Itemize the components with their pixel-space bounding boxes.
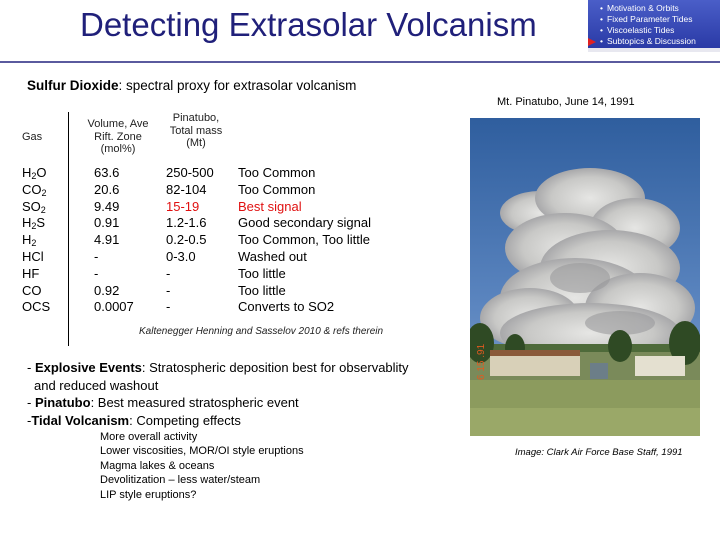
table-cell-mass: - <box>166 299 171 315</box>
nav-item-subtopics-discussion[interactable]: • Subtopics & Discussion <box>600 36 696 47</box>
note-column <box>238 165 371 316</box>
nav-item-motivation[interactable]: • Motivation & Orbits <box>600 3 679 13</box>
tidal-volcanism-sublist <box>100 430 304 502</box>
table-cell-gas: HCl <box>22 248 44 264</box>
table-cell-note: Washed out <box>238 248 307 264</box>
slide-subtitle: Sulfur Dioxide: spectral proxy for extrasolar volcanism <box>27 78 357 93</box>
table-cell-volume: - <box>94 248 99 264</box>
table-cell-mass: - <box>166 265 171 281</box>
table-cell-note: Too Common <box>238 181 316 197</box>
sublist-item: Lower viscosities, MOR/OI style eruptions <box>100 445 304 458</box>
table-cell-volume: 0.92 <box>94 282 120 298</box>
table-cell-volume: - <box>94 265 99 281</box>
table-cell-gas: CO <box>22 282 42 298</box>
slide-title: Detecting Extrasolar Volcanism <box>80 6 537 43</box>
header-divider <box>0 61 720 63</box>
bullet-explosive-events-continued: and reduced washout <box>34 377 159 393</box>
sublist-item: More overall activity <box>100 431 198 443</box>
sublist-item: LIP style eruptions? <box>100 488 197 501</box>
table-cell-note: Converts to SO2 <box>238 299 335 315</box>
table-cell-gas: $H_2O$ <box>22 165 47 181</box>
table-cell-mass: 1.2-1.6 <box>166 215 207 231</box>
table-divider <box>68 112 69 346</box>
table-cell-note: Too Common <box>238 165 316 180</box>
outline-nav-list <box>600 3 696 47</box>
pinatubo-eruption-photo <box>470 118 700 436</box>
bullet-tidal-volcanism: -Tidal Volcanism: Competing effects <box>27 412 241 428</box>
sublist-item: Devolitization – less water/steam <box>100 474 261 487</box>
table-cell-mass: 82-104 <box>166 181 207 197</box>
table-cell-volume: 20.6 <box>94 181 120 197</box>
table-cell-gas: HF <box>22 265 40 281</box>
bullet-pinatubo: - Pinatubo: Best measured stratospheric event <box>27 395 299 411</box>
column-header-volume: Volume, Ave Rift. Zone (mol%) <box>87 118 149 155</box>
table-cell-mass: 0-3.0 <box>166 248 196 264</box>
bullet-explosive-events: - Explosive Events: Stratospheric deposition best for observablity <box>27 360 409 375</box>
bullet-list <box>27 359 409 429</box>
table-cell-note: Too little <box>238 265 286 281</box>
table-cell-volume: 63.6 <box>94 165 120 180</box>
nav-item-viscoelastic-tides[interactable]: • Viscoelastic Tides <box>600 25 675 35</box>
table-cell-volume: 4.91 <box>94 232 120 248</box>
nav-item-fixed-parameter-tides[interactable]: • Fixed Parameter Tides <box>600 14 693 24</box>
mass-column <box>166 165 214 316</box>
table-cell-volume: 0.0007 <box>94 299 134 315</box>
table-cell-mass: - <box>166 282 171 298</box>
table-cell-mass: 250-500 <box>166 165 214 180</box>
table-cell-volume: 0.91 <box>94 215 120 231</box>
column-header-mass: Pinatubo, Total mass (Mt) <box>169 112 223 149</box>
table-cell-gas: $H_2S$ <box>22 215 46 232</box>
table-citation: Kaltenegger Henning and Sasselov 2010 & refs therein <box>139 326 384 337</box>
table-cell-gas: OCS <box>22 299 51 315</box>
table-cell-mass: 0.2-0.5 <box>166 232 207 248</box>
table-cell-mass-highlight: 15-19 <box>166 198 200 214</box>
current-section-arrow-icon <box>588 38 596 46</box>
table-cell-note: Too little <box>238 282 286 298</box>
table-cell-volume: 9.49 <box>94 198 120 214</box>
table-cell-note: Too Common, Too little <box>238 232 370 248</box>
photo-credit: Image: Clark Air Force Base Staff, 1991 <box>515 447 683 458</box>
volume-column <box>94 165 134 316</box>
table-cell-gas: $CO_2$ <box>22 181 47 198</box>
gas-column <box>22 165 50 316</box>
table-cell-note-highlight: Best signal <box>238 198 302 214</box>
table-cell-gas: $H_2$ <box>22 232 37 249</box>
photo-date-stamp: 6 15 .91 <box>476 343 487 380</box>
table-cell-note: Good secondary signal <box>238 215 371 231</box>
column-header-gas: Gas <box>22 131 43 143</box>
table-cell-gas: $SO_2$ <box>22 198 46 215</box>
photo-caption: Mt. Pinatubo, June 14, 1991 <box>497 96 635 108</box>
sublist-item: Magma lakes & oceans <box>100 459 215 472</box>
